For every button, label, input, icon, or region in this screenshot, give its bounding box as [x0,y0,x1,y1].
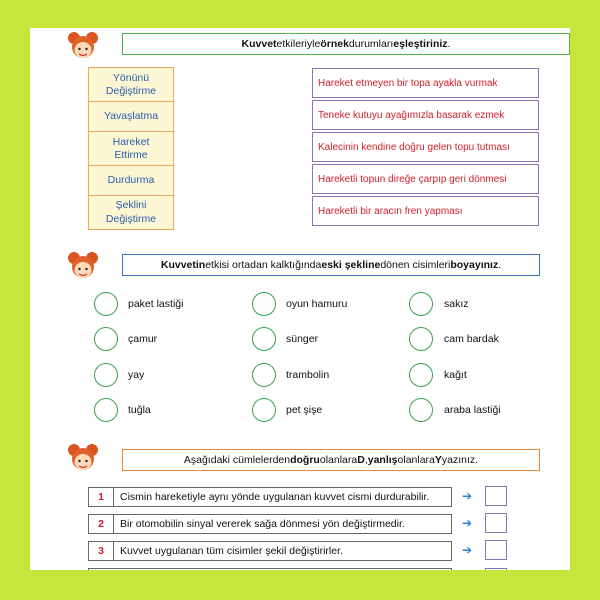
answer-box[interactable] [485,486,507,506]
answer-box[interactable] [485,540,507,560]
object-label: trambolin [286,369,330,381]
paint-circle[interactable] [409,292,433,316]
right-arrow-icon: ➔ [462,516,473,530]
paint-circle[interactable] [409,398,433,422]
instruction-banner-3: Aşağıdaki cümlelerden doğru olanlara D , yanlış olanlara Y yazınız. [122,449,540,471]
object-label: tuğla [128,404,151,416]
answer-box[interactable] [485,513,507,533]
worksheet [30,28,570,570]
instruction-banner-1: Kuvvet etkileriyle örnek durumları eşleştiriniz . [122,33,570,55]
paint-circle[interactable] [94,327,118,351]
object-label: sakız [444,298,469,310]
paint-circle[interactable] [252,363,276,387]
paint-circle[interactable] [252,398,276,422]
object-label: yay [128,369,145,381]
object-label: oyun hamuru [286,298,348,310]
paint-circle[interactable] [94,363,118,387]
paint-circle[interactable] [252,327,276,351]
object-label: pet şişe [286,404,323,416]
effect-item[interactable]: Hareket Ettirme [88,131,174,167]
example-item[interactable]: Hareketli bir aracın fren yapması [312,196,539,226]
paint-circle[interactable] [94,292,118,316]
paint-circle[interactable] [409,363,433,387]
object-label: kağıt [444,369,467,381]
right-arrow-icon: ➔ [462,543,473,557]
statement-row: 2 Bir otomobilin sinyal vererek sağa dönmesi yön değiştirmedir. [88,514,452,534]
girl-face-icon [66,250,100,282]
girl-face-icon [66,442,100,474]
right-arrow-icon: ➔ [462,489,473,503]
answer-box[interactable] [485,568,507,570]
example-item[interactable]: Hareketli topun direğe çarpıp geri dönmesi [312,164,539,194]
example-item[interactable]: Kalecinin kendine doğru gelen topu tutması [312,132,539,162]
object-label: sünger [286,333,319,345]
effect-item[interactable]: Yavaşlatma [88,101,174,133]
statement-row: 3 Kuvvet uygulanan tüm cisimler şekil değiştirirler. [88,541,452,561]
object-label: cam bardak [444,333,499,345]
object-label: araba lastiği [444,404,501,416]
effect-item[interactable]: Yönünü Değiştirme [88,67,174,103]
object-label: çamur [128,333,158,345]
effect-item[interactable]: Şeklini Değiştirme [88,195,174,230]
effect-item[interactable]: Durdurma [88,165,174,197]
girl-face-icon [66,30,100,62]
paint-circle[interactable] [252,292,276,316]
example-item[interactable]: Hareket etmeyen bir topa ayakla vurmak [312,68,539,98]
instruction-banner-2: Kuvvetin etkisi ortadan kalktığında eski şekline dönen cisimleri boyayınız . [122,254,540,276]
statement-row: 1 Cismin hareketiyle aynı yönde uygulanan kuvvet cismi durdurabilir. [88,487,452,507]
object-label: paket lastiği [128,298,184,310]
example-item[interactable]: Teneke kutuyu ayağımızla basarak ezmek [312,100,539,130]
statement-row-cut [88,568,452,570]
paint-circle[interactable] [409,327,433,351]
paint-circle[interactable] [94,398,118,422]
